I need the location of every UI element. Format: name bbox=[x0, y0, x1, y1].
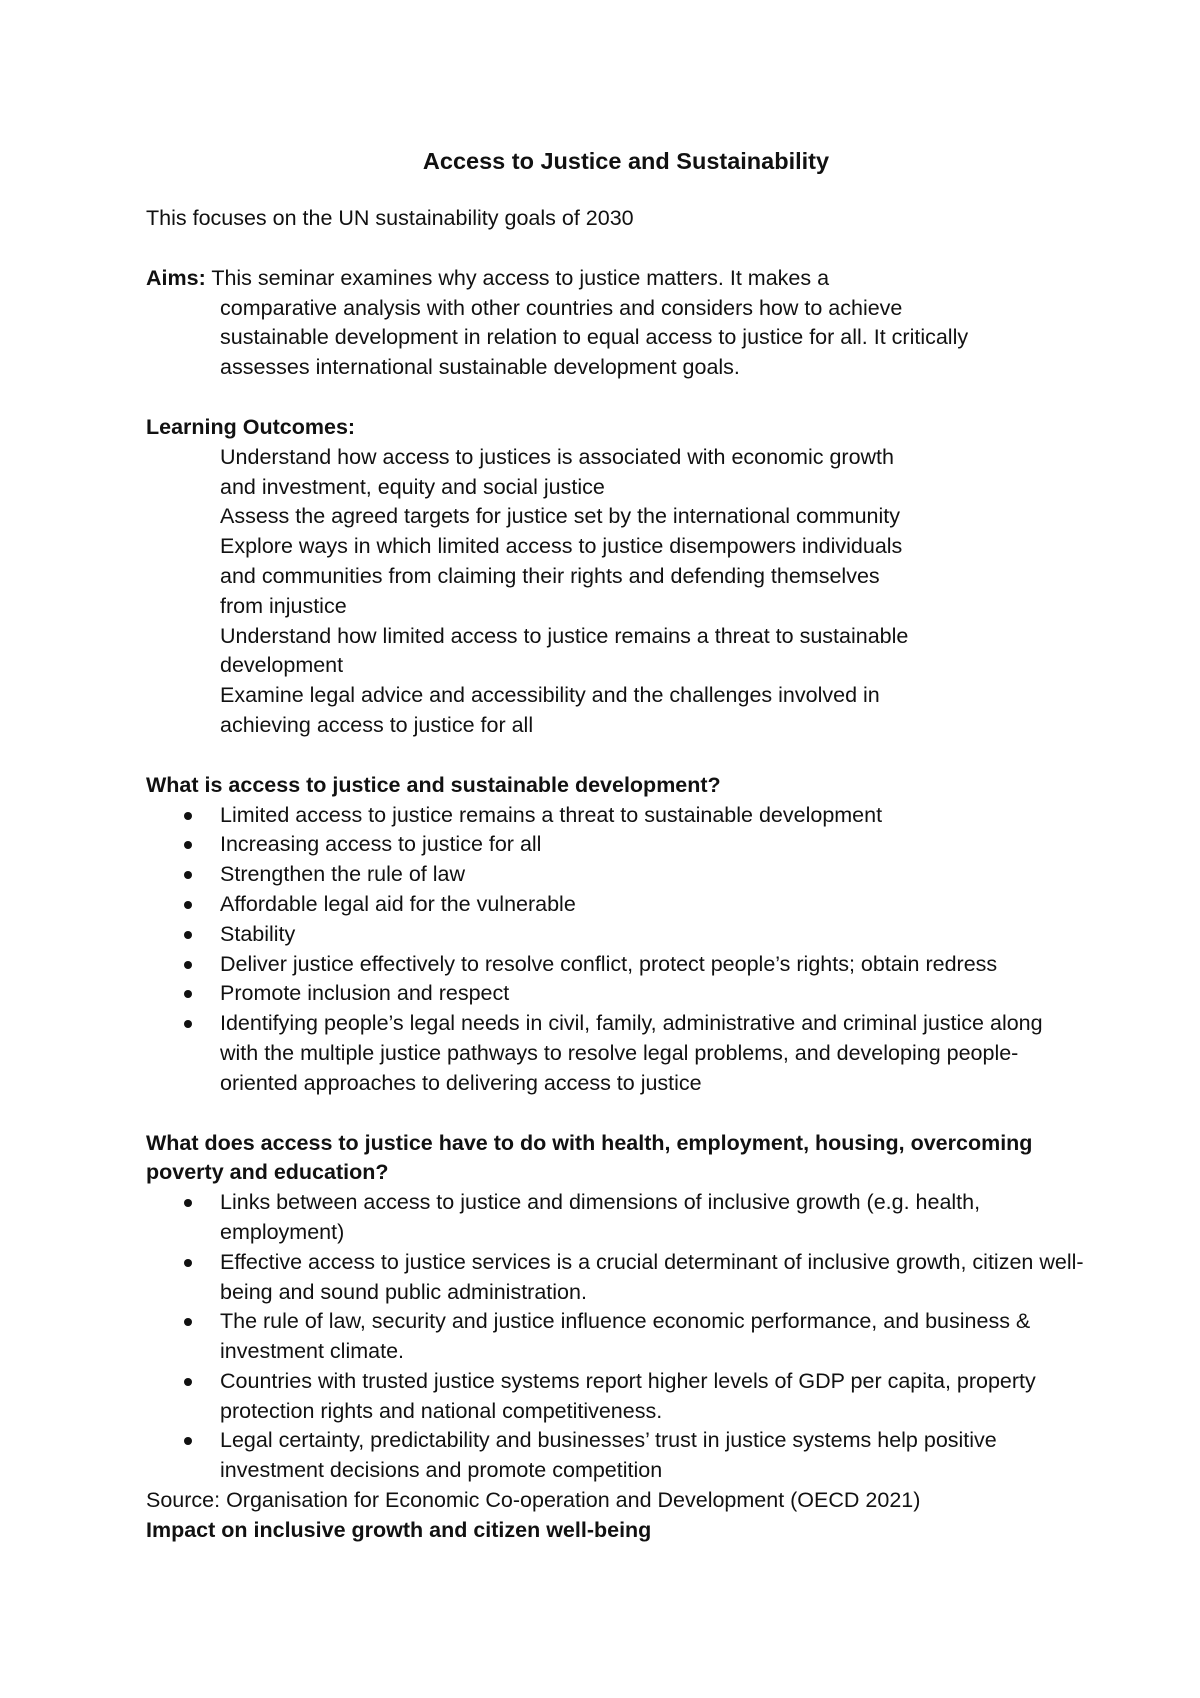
closing-heading: Impact on inclusive growth and citizen well-being bbox=[146, 1517, 652, 1542]
learning-outcome-line: development bbox=[220, 653, 344, 678]
bullet-item bbox=[220, 1009, 1086, 1098]
learning-outcome-line: Assess the agreed targets for justice set by the international community bbox=[220, 504, 900, 529]
bullet-icon bbox=[184, 841, 192, 849]
aims-paragraph bbox=[146, 264, 1086, 383]
learning-outcomes-list bbox=[146, 443, 1086, 741]
bullet-text: Countries with trusted justice systems report higher levels of GDP per capita, property protection rights and national competitiveness. bbox=[220, 1368, 1036, 1423]
bullet-text: Deliver justice effectively to resolve conflict, protect people’s rights; obtain redress bbox=[220, 951, 998, 976]
bullet-text: Promote inclusion and respect bbox=[220, 981, 510, 1006]
learning-outcomes-heading: Learning Outcomes: bbox=[146, 414, 356, 439]
section1-bullet-list bbox=[146, 801, 1086, 1099]
bullet-icon bbox=[184, 961, 192, 969]
source-citation: Source: Organisation for Economic Co-operation and Development (OECD 2021) bbox=[146, 1488, 921, 1513]
bullet-text: Legal certainty, predictability and businesses’ trust in justice systems help positive investment decisions and promote competition bbox=[220, 1428, 997, 1483]
bullet-item bbox=[220, 860, 1086, 890]
bullet-item bbox=[220, 1426, 1086, 1486]
bullet-text: The rule of law, security and justice influence economic performance, and business & investment climate. bbox=[220, 1309, 1031, 1364]
bullet-icon bbox=[184, 901, 192, 909]
learning-outcome-line: Examine legal advice and accessibility and the challenges involved in bbox=[220, 683, 880, 708]
bullet-item bbox=[220, 890, 1086, 920]
bullet-icon bbox=[184, 1318, 192, 1326]
bullet-icon bbox=[184, 990, 192, 998]
aims-line: comparative analysis with other countries and considers how to achieve bbox=[220, 295, 903, 320]
bullet-icon bbox=[184, 1437, 192, 1445]
bullet-item bbox=[220, 1248, 1086, 1308]
bullet-text: Increasing access to justice for all bbox=[220, 832, 542, 857]
bullet-text: Effective access to justice services is a crucial determinant of inclusive growth, citizen well-being and sound public administration. bbox=[220, 1249, 1084, 1304]
bullet-text: Affordable legal aid for the vulnerable bbox=[220, 891, 576, 916]
bullet-item bbox=[220, 920, 1086, 950]
learning-outcome-line: and investment, equity and social justice bbox=[220, 474, 605, 499]
document-title: Access to Justice and Sustainability bbox=[422, 148, 830, 174]
bullet-item bbox=[220, 950, 1086, 980]
bullet-item bbox=[220, 1307, 1086, 1367]
learning-outcome-line: Understand how access to justices is associated with economic growth bbox=[220, 444, 894, 469]
aims-line-1: This seminar examines why access to justice matters. It makes a bbox=[205, 265, 830, 290]
learning-outcome-line: achieving access to justice for all bbox=[220, 712, 534, 737]
section1-heading: What is access to justice and sustainable development? bbox=[146, 772, 721, 797]
bullet-icon bbox=[184, 1199, 192, 1207]
bullet-text: Stability bbox=[220, 921, 296, 946]
bullet-item bbox=[220, 1367, 1086, 1427]
bullet-item bbox=[220, 801, 1086, 831]
learning-outcome-line: from injustice bbox=[220, 593, 347, 618]
bullet-icon bbox=[184, 1020, 192, 1028]
learning-outcome-line: Explore ways in which limited access to justice disempowers individuals bbox=[220, 534, 903, 559]
bullet-item bbox=[220, 979, 1086, 1009]
intro-text: This focuses on the UN sustainability goals of 2030 bbox=[146, 206, 634, 230]
learning-outcome-line: Understand how limited access to justice remains a threat to sustainable bbox=[220, 623, 909, 648]
bullet-text: Limited access to justice remains a threat to sustainable development bbox=[220, 802, 883, 827]
section2 bbox=[146, 1129, 1086, 1546]
bullet-icon bbox=[184, 931, 192, 939]
bullet-text: Strengthen the rule of law bbox=[220, 862, 466, 887]
aims-first-line bbox=[146, 264, 1086, 294]
bullet-icon bbox=[184, 812, 192, 820]
aims-line: sustainable development in relation to equal access to justice for all. It critically bbox=[220, 325, 969, 350]
document-page bbox=[146, 146, 1086, 1546]
aims-label: Aims: bbox=[146, 265, 206, 290]
bullet-text: Identifying people’s legal needs in civil, family, administrative and criminal justice along with the multiple justice pathways to resolve legal problems, and developing people- oriented approaches to delivering access to justice bbox=[220, 1011, 1043, 1095]
bullet-text: Links between access to justice and dimensions of inclusive growth (e.g. health, employment) bbox=[220, 1190, 981, 1244]
learning-outcome-line: and communities from claiming their rights and defending themselves bbox=[220, 563, 880, 588]
section2-heading: What does access to justice have to do with health, employment, housing, overcoming poverty and education? bbox=[146, 1130, 1033, 1185]
bullet-icon bbox=[184, 871, 192, 879]
bullet-icon bbox=[184, 1378, 192, 1386]
section2-bullet-list bbox=[146, 1188, 1086, 1486]
bullet-icon bbox=[184, 1259, 192, 1267]
aims-line: assesses international sustainable development goals. bbox=[220, 355, 740, 380]
bullet-item bbox=[220, 1188, 1086, 1248]
bullet-item bbox=[220, 830, 1086, 860]
